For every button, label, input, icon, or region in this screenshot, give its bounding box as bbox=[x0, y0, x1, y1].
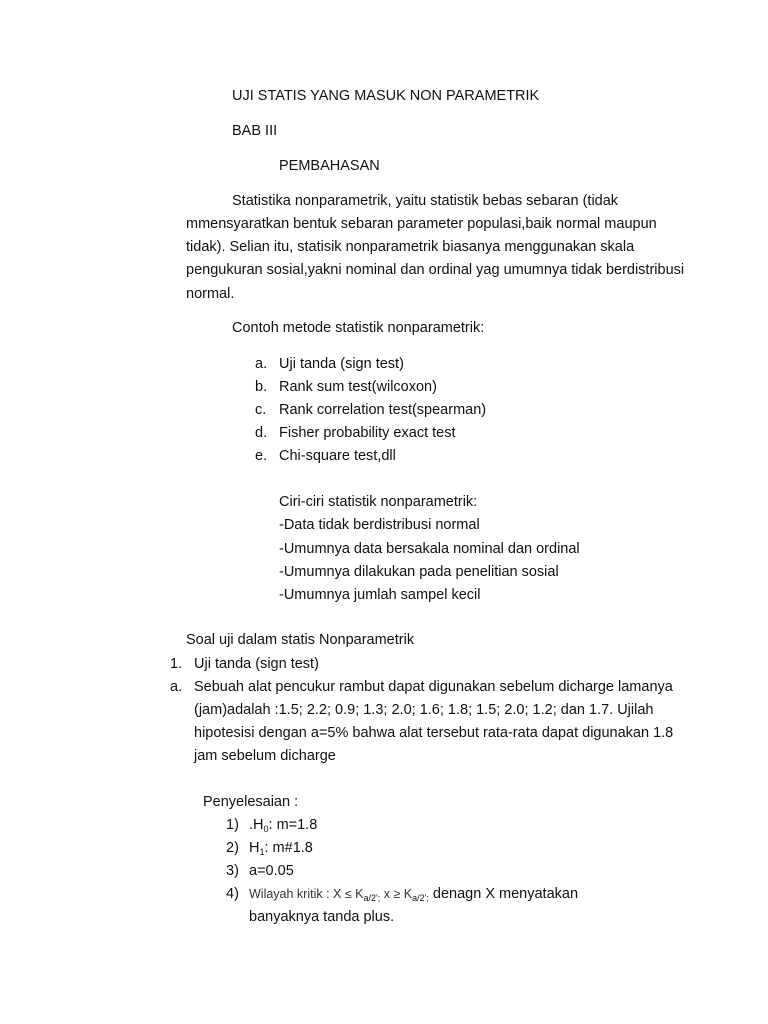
methods-heading: Contoh metode statistik nonparametrik: bbox=[232, 320, 485, 336]
list-marker: e. bbox=[255, 448, 268, 464]
list-item: -Data tidak berdistribusi normal bbox=[279, 517, 480, 533]
section-heading: PEMBAHASAN bbox=[279, 158, 380, 174]
problem-line: Sebuah alat pencukur rambut dapat digunakan sebelum dicharge lamanya bbox=[194, 679, 673, 695]
list-text: Uji tanda (sign test) bbox=[194, 656, 319, 672]
problem-line: (jam)adalah :1.5; 2.2; 0.9; 1.3; 2.0; 1.6; 1.8; 1.5; 2.0; 1.2; dan 1.7. Ujilah bbox=[194, 702, 654, 718]
step-marker: 3) bbox=[226, 863, 239, 879]
list-marker: a. bbox=[170, 679, 183, 695]
step-marker: 4) bbox=[226, 886, 239, 902]
intro-line: normal. bbox=[186, 286, 235, 302]
intro-line: mmensyaratkan bentuk sebaran parameter populasi,baik normal maupun bbox=[186, 216, 657, 232]
list-text: Rank sum test(wilcoxon) bbox=[279, 379, 437, 395]
step-text-continued: banyaknya tanda plus. bbox=[249, 909, 395, 925]
list-text: Uji tanda (sign test) bbox=[279, 356, 404, 372]
step-marker: 1) bbox=[226, 817, 239, 833]
list-text: Fisher probability exact test bbox=[279, 425, 456, 441]
chapter-label: BAB III bbox=[232, 123, 278, 139]
problem-line: hipotesisi dengan a=5% bahwa alat tersebut rata-rata dapat digunakan 1.8 bbox=[194, 725, 674, 741]
intro-line: Statistika nonparametrik, yaitu statistik bebas sebaran (tidak bbox=[232, 193, 619, 209]
step-marker: 2) bbox=[226, 840, 239, 856]
list-marker: b. bbox=[255, 379, 268, 395]
list-item: -Umumnya data bersakala nominal dan ordinal bbox=[279, 541, 580, 557]
exercise-heading: Soal uji dalam statis Nonparametrik bbox=[186, 632, 415, 648]
list-marker: c. bbox=[255, 402, 267, 418]
intro-line: tidak). Selian itu, statisik nonparametrik biasanya menggunakan skala bbox=[186, 239, 635, 255]
list-item: -Umumnya jumlah sampel kecil bbox=[279, 587, 481, 603]
list-marker: d. bbox=[255, 425, 268, 441]
intro-line: pengukuran sosial,yakni nominal dan ordinal yag umumnya tidak berdistribusi bbox=[186, 262, 685, 278]
list-marker: a. bbox=[255, 356, 268, 372]
list-marker: 1. bbox=[170, 656, 183, 672]
list-text: Chi-square test,dll bbox=[279, 448, 396, 464]
solution-heading: Penyelesaian : bbox=[203, 794, 299, 810]
document-title: UJI STATIS YANG MASUK NON PARAMETRIK bbox=[232, 88, 540, 104]
features-heading: Ciri-ciri statistik nonparametrik: bbox=[279, 494, 478, 510]
step-text: $H_1$: m#1.8 bbox=[249, 840, 313, 857]
step-text: Wilayah kritik : $X \le K_{a/2';}$ $x \ge K_{a/2';}$ denagn X menyatakan bbox=[249, 886, 579, 903]
list-item: -Umumnya dilakukan pada penelitian sosial bbox=[279, 564, 559, 580]
step-text: $.H_0$: m=1.8 bbox=[249, 817, 318, 834]
problem-line: jam sebelum dicharge bbox=[194, 748, 336, 764]
step-text: a=0.05 bbox=[249, 863, 294, 879]
list-text: Rank correlation test(spearman) bbox=[279, 402, 487, 418]
